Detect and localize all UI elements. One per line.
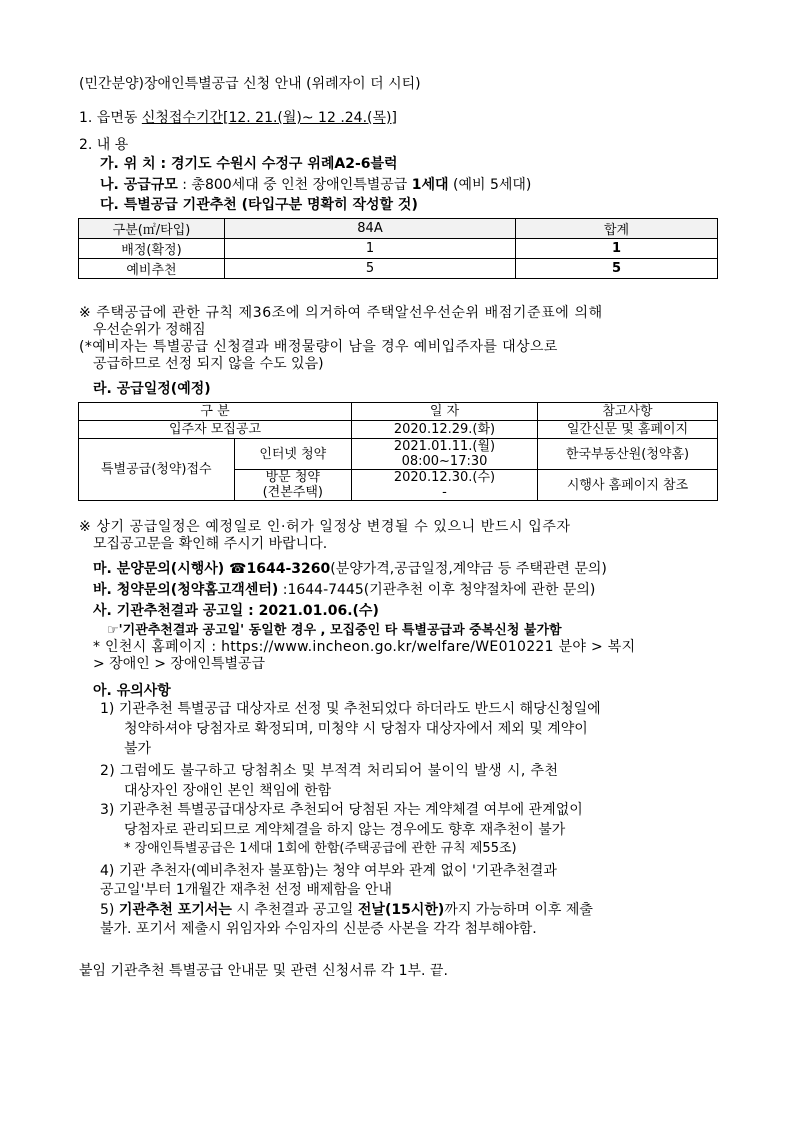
table-cell: 5 bbox=[225, 259, 516, 279]
note-rule36-line2: 우선순위가 정해짐 bbox=[93, 322, 206, 338]
notice-2-line2: 대상자인 장애인 본인 책임에 한함 bbox=[124, 783, 332, 799]
notice-4-line2: 공고일'부터 1개월간 재추천 선정 배제함을 안내 bbox=[100, 882, 392, 898]
date-line: 2021.01.11.(월) bbox=[393, 439, 496, 454]
table-cell: 한국부동산원(청약홈) bbox=[538, 439, 718, 470]
note-reserve-line2: 공급하므로 선정 되지 않을 수도 있음) bbox=[93, 356, 324, 372]
notice-5-line2: 불가. 포기서 제출시 위임자와 수임자의 신분증 사본을 각각 첨부해야함. bbox=[100, 921, 537, 937]
table-cell bbox=[352, 439, 538, 470]
table-header-cell: 구 분 bbox=[79, 403, 352, 421]
notice-5-tail: 까지 가능하며 이후 제출 bbox=[444, 902, 593, 918]
notice-3-line2: 당첨자로 관리되므로 계약체결을 하지 않는 경우에도 향후 재추천이 불가 bbox=[124, 822, 566, 838]
note-schedule-line1: ※ 상기 공급일정은 예정일로 인·허가 일정상 변경될 수 있으니 반드시 입주자 bbox=[79, 519, 571, 535]
table-header-cell: 일 자 bbox=[352, 403, 538, 421]
waiver-label: 기관추천 포기서는 bbox=[118, 902, 232, 918]
date-line: 2020.12.30.(수) bbox=[393, 470, 496, 485]
table-header-cell: 84A bbox=[225, 219, 516, 239]
table-row bbox=[79, 439, 718, 470]
ba-label: 바. 청약문의(청약홈고객센터) bbox=[93, 582, 279, 598]
table-cell: 2020.12.29.(화) bbox=[352, 421, 538, 439]
table-cell: 특별공급(청약)접수 bbox=[79, 439, 235, 501]
table-row bbox=[79, 239, 718, 259]
table-cell bbox=[234, 470, 351, 501]
table-cell: 5 bbox=[516, 259, 718, 279]
section-ma-inquiry bbox=[93, 560, 607, 578]
table-cell: 인터넷 청약 bbox=[234, 439, 351, 470]
section-na-supply bbox=[100, 176, 531, 194]
notice-3-line1: 3) 기관추천 특별공급대상자로 추천되어 당첨된 자는 계약체결 여부에 관계없이 bbox=[100, 802, 583, 818]
table-header-row bbox=[79, 403, 718, 421]
doc-title: (민간분양)장애인특별공급 신청 안내 (위례자이 더 시티) bbox=[79, 76, 421, 92]
notice-5-mid: 시 추천결과 공고일 bbox=[231, 902, 358, 918]
deadline-label: 전날(15시한) bbox=[357, 902, 445, 918]
schedule-table bbox=[78, 402, 718, 501]
table-cell: 입주자 모집공고 bbox=[79, 421, 352, 439]
na-tail: (예비 5세대) bbox=[448, 177, 532, 193]
homepage-line2: > 장애인 > 장애인특별공급 bbox=[93, 656, 266, 672]
table-cell: 예비추천 bbox=[79, 259, 225, 279]
notice-1-line3: 불가 bbox=[124, 741, 152, 757]
notice-3-line3: * 장애인특별공급은 1세대 1회에 한함(주택공급에 관한 규칙 제55조) bbox=[124, 841, 517, 856]
note-schedule-line2: 모집공고문을 확인해 주시기 바랍니다. bbox=[93, 536, 328, 552]
table-header-cell: 구분(㎡/타입) bbox=[79, 219, 225, 239]
visit-sub: (견본주택) bbox=[262, 485, 323, 500]
na-label: 나. 공급규모 bbox=[100, 177, 178, 193]
visit-label: 방문 청약 bbox=[265, 470, 320, 485]
section-a-notes: 아. 유의사항 bbox=[93, 683, 171, 699]
item-1-prefix: 1. 읍면동 bbox=[79, 110, 142, 126]
application-period: 신청접수기간[12. 21.(월)~ 12 .24.(목)] bbox=[141, 110, 397, 126]
notice-5-num: 5) bbox=[100, 902, 119, 918]
section-ba-inquiry bbox=[93, 581, 595, 599]
table-cell: 1 bbox=[516, 239, 718, 259]
notice-1-line2: 청약하셔야 당첨자로 확정되며, 미청약 시 당첨자 대상자에서 제외 및 계약이 bbox=[124, 721, 588, 737]
table-cell: 배정(확정) bbox=[79, 239, 225, 259]
section-ga-location: 가. 위 치 : 경기도 수원시 수정구 위례A2-6블럭 bbox=[100, 156, 398, 172]
section-sa-announce: 사. 기관추천결과 공고일 : 2021.01.06.(수) bbox=[93, 603, 379, 619]
item-1 bbox=[79, 109, 397, 127]
dash-line: - bbox=[442, 485, 447, 500]
table-cell: 일간신문 및 홈페이지 bbox=[538, 421, 718, 439]
table-row bbox=[79, 259, 718, 279]
na-text: : 총800세대 중 인천 장애인특별공급 bbox=[177, 177, 412, 193]
na-bold: 1세대 bbox=[411, 177, 449, 193]
time-line: 08:00~17:30 bbox=[401, 454, 488, 469]
notice-1-line1: 1) 기관추천 특별공급 대상자로 선정 및 추천되었다 하더라도 반드시 해당신청일에 bbox=[100, 701, 601, 717]
notice-2-line1: 2) 그럼에도 불구하고 당첨취소 및 부적격 처리되어 불이익 발생 시, 추천 bbox=[100, 763, 559, 779]
ma-text: (분양가격,공급일정,계약금 등 주택관련 문의) bbox=[330, 561, 607, 577]
section-ra-title: 라. 공급일정(예정) bbox=[93, 381, 211, 397]
table-header-row bbox=[79, 219, 718, 239]
attachment-line: 붙임 기관추천 특별공급 안내문 및 관련 신청서류 각 1부. 끝. bbox=[79, 963, 448, 979]
item-2: 2. 내 용 bbox=[79, 137, 129, 153]
ma-phone: ☎1644-3260 bbox=[224, 561, 331, 577]
table-cell: 시행사 홈페이지 참조 bbox=[538, 470, 718, 501]
note-rule36-line1: ※ 주택공급에 관한 규칙 제36조에 의거하여 주택알선우선순위 배점기준표에 의해 bbox=[79, 305, 603, 321]
table-cell bbox=[352, 470, 538, 501]
table-row bbox=[79, 421, 718, 439]
duplicate-warning: ☞'기관추천결과 공고일' 동일한 경우 , 모집중인 타 특별공급과 중복신청 불가함 bbox=[107, 623, 562, 638]
table-header-cell: 합계 bbox=[516, 219, 718, 239]
ma-label: 마. 분양문의(시행사) bbox=[93, 561, 225, 577]
section-da-title: 다. 특별공급 기관추천 (타입구분 명확히 작성할 것) bbox=[100, 197, 418, 213]
table-cell: 1 bbox=[225, 239, 516, 259]
homepage-line1: * 인천시 홈페이지 : https://www.incheon.go.kr/welfare/WE010221 분야 > 복지 bbox=[93, 639, 636, 655]
note-reserve-line1: (*예비자는 특별공급 신청결과 배정물량이 남을 경우 예비입주자를 대상으로 bbox=[79, 339, 558, 355]
notice-5-line1 bbox=[100, 901, 593, 919]
table-header-cell: 참고사항 bbox=[538, 403, 718, 421]
notice-4-line1: 4) 기관 추천자(예비추천자 불포함)는 청약 여부와 관계 없이 '기관추천결과 bbox=[100, 863, 557, 879]
allocation-table bbox=[78, 218, 718, 279]
ba-text: :1644-7445(기관추천 이후 청약절차에 관한 문의) bbox=[278, 582, 596, 598]
